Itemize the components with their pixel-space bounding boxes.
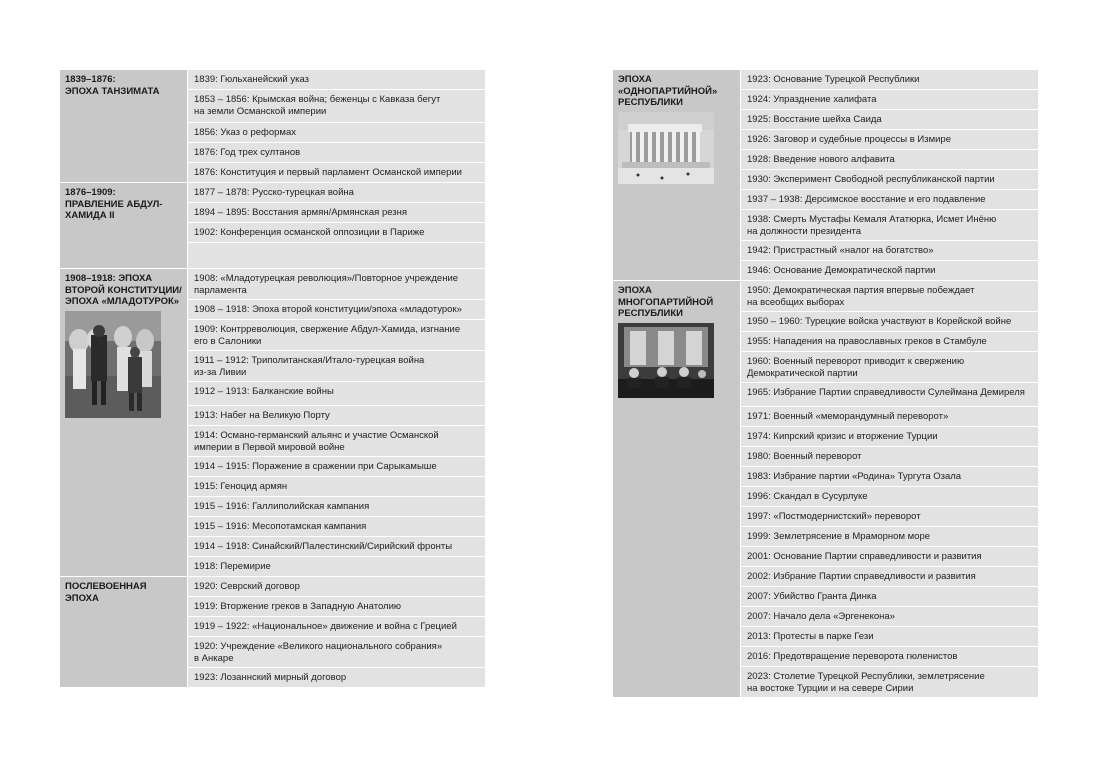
event-row: 1894 – 1895: Восстания армян/Армянская резня xyxy=(187,203,485,223)
mausoleum-photo xyxy=(618,112,714,184)
left-timeline-table xyxy=(60,70,485,688)
event-row: 1965: Избрание Партии справедливости Сулеймана Демиреля xyxy=(740,383,1038,407)
event-row: 1950 – 1960: Турецкие войска участвуют в Корейской войне xyxy=(740,312,1038,332)
right-timeline-table xyxy=(613,70,1038,698)
event-row: 1912 – 1913: Балканские войны xyxy=(187,382,485,406)
event-row: 1915 – 1916: Месопотамская кампания xyxy=(187,517,485,537)
event-row: 1913: Набег на Великую Порту xyxy=(187,406,485,426)
event-row: 1923: Основание Турецкой Республики xyxy=(740,70,1038,90)
era-abdul-hamid xyxy=(60,183,485,269)
event-row: 1997: «Постмодернистский» переворот xyxy=(740,507,1038,527)
event-row: 1911 – 1912: Триполитанская/Итало-турецкая война из-за Ливии xyxy=(187,351,485,382)
era-young-turks xyxy=(60,269,485,577)
event-row: 1908: «Младотурецкая революция»/Повторное учреждение парламента xyxy=(187,269,485,300)
era-title: ЭПОХА «ОДНОПАРТИЙНОЙ» РЕСПУБЛИКИ xyxy=(618,74,718,108)
era-header xyxy=(60,577,187,688)
era-header xyxy=(60,269,187,577)
event-row: 1914: Османо-германский альянс и участие Османской империи в Первой мировой войне xyxy=(187,426,485,457)
event-row: 1914 – 1915: Поражение в сражении при Сарыкамыше xyxy=(187,457,485,477)
event-row: 1839: Гюльханейский указ xyxy=(187,70,485,90)
event-row: 1955: Нападения на православных греков в Стамбуле xyxy=(740,332,1038,352)
era-tanzimat xyxy=(60,70,485,183)
event-row: 1920: Севрский договор xyxy=(187,577,485,597)
event-row: 1853 – 1856: Крымская война; беженцы с Кавказа бегут на земли Османской империи xyxy=(187,90,485,123)
event-row: 1980: Военный переворот xyxy=(740,447,1038,467)
era-title: ПОСЛЕВОЕННАЯ ЭПОХА xyxy=(65,581,147,604)
event-row: 2016: Предотвращение переворота гюленистов xyxy=(740,647,1038,667)
event-row: 1909: Контрреволюция, свержение Абдул-Хамида, изгнание его в Салоники xyxy=(187,320,485,351)
empty-row xyxy=(187,243,485,269)
era-title: ЭПОХА МНОГОПАРТИЙНОЙ РЕСПУБЛИКИ xyxy=(618,285,714,319)
event-row: 1908 – 1918: Эпоха второй конституции/эпоха «младотурок» xyxy=(187,300,485,320)
era-title: 1839–1876: ЭПОХА ТАНЗИМАТА xyxy=(65,74,160,97)
politicians-photo xyxy=(618,323,714,398)
event-row: 2007: Убийство Гранта Динка xyxy=(740,587,1038,607)
event-row: 2013: Протесты в парке Гези xyxy=(740,627,1038,647)
soldiers-photo xyxy=(65,311,161,418)
event-row: 1920: Учреждение «Великого национального собрания» в Анкаре xyxy=(187,637,485,668)
event-row: 2002: Избрание Партии справедливости и развития xyxy=(740,567,1038,587)
event-row: 1856: Указ о реформах xyxy=(187,123,485,143)
event-row: 1928: Введение нового алфавита xyxy=(740,150,1038,170)
event-row: 1925: Восстание шейха Саида xyxy=(740,110,1038,130)
event-row: 1938: Смерть Мустафы Кемаля Ататюрка, Исмет Инёню на должности президента xyxy=(740,210,1038,241)
event-row: 1937 – 1938: Дерсимское восстание и его подавление xyxy=(740,190,1038,210)
era-header xyxy=(60,183,187,269)
event-row: 1924: Упразднение халифата xyxy=(740,90,1038,110)
event-row: 1930: Эксперимент Свободной республиканской партии xyxy=(740,170,1038,190)
event-row: 1971: Военный «меморандумный переворот» xyxy=(740,407,1038,427)
event-row: 1919 – 1922: «Национальное» движение и война с Грецией xyxy=(187,617,485,637)
event-row: 1942: Пристрастный «налог на богатство» xyxy=(740,241,1038,261)
era-header xyxy=(613,70,740,281)
era-header xyxy=(613,281,740,698)
era-postwar xyxy=(60,577,485,688)
event-row: 1950: Демократическая партия впервые побеждает на всеобщих выборах xyxy=(740,281,1038,312)
event-row: 2007: Начало дела «Эргенекона» xyxy=(740,607,1038,627)
event-row: 2023: Столетие Турецкой Республики, землетрясение на востоке Турции и на севере Сирии xyxy=(740,667,1038,698)
event-row: 1946: Основание Демократической партии xyxy=(740,261,1038,281)
event-row: 1923: Лозаннский мирный договор xyxy=(187,668,485,688)
event-row: 1876: Год трех султанов xyxy=(187,143,485,163)
event-row: 1914 – 1918: Синайский/Палестинский/Сирийский фронты xyxy=(187,537,485,557)
era-one-party xyxy=(613,70,1038,281)
event-row: 2001: Основание Партии справедливости и развития xyxy=(740,547,1038,567)
event-row: 1983: Избрание партии «Родина» Тургута Озала xyxy=(740,467,1038,487)
era-title: 1876–1909: ПРАВЛЕНИЕ АБДУЛ- ХАМИДА II xyxy=(65,187,163,221)
event-row: 1996: Скандал в Сусурлуке xyxy=(740,487,1038,507)
event-row: 1902: Конференция османской оппозиции в Париже xyxy=(187,223,485,243)
event-row: 1960: Военный переворот приводит к свержению Демократической партии xyxy=(740,352,1038,383)
event-row: 1974: Кипрский кризис и вторжение Турции xyxy=(740,427,1038,447)
event-row: 1915: Геноцид армян xyxy=(187,477,485,497)
era-title: 1908–1918: ЭПОХА ВТОРОЙ КОНСТИТУЦИИ/ ЭПОХА «МЛАДОТУРОК» xyxy=(65,273,182,307)
event-row: 1918: Перемирие xyxy=(187,557,485,577)
event-row: 1999: Землетрясение в Мраморном море xyxy=(740,527,1038,547)
event-row: 1926: Заговор и судебные процессы в Измире xyxy=(740,130,1038,150)
event-row: 1919: Вторжение греков в Западную Анатолию xyxy=(187,597,485,617)
event-row: 1877 – 1878: Русско-турецкая война xyxy=(187,183,485,203)
era-multi-party xyxy=(613,281,1038,698)
event-row: 1876: Конституция и первый парламент Османской империи xyxy=(187,163,485,183)
event-row: 1915 – 1916: Галлиполийская кампания xyxy=(187,497,485,517)
era-header xyxy=(60,70,187,183)
